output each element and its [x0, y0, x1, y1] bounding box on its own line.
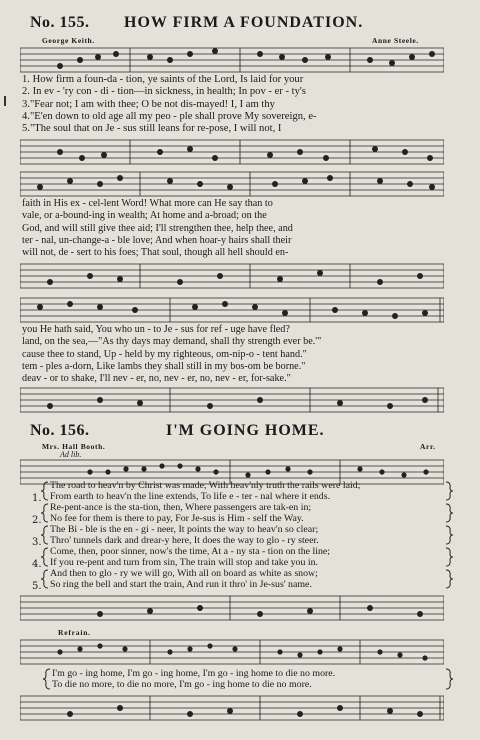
hymn-155-lyrics-block-1 — [22, 74, 446, 135]
bass-staff — [20, 136, 444, 166]
verse-number: 1. — [32, 493, 42, 504]
refrain-right-brace — [444, 668, 454, 692]
lyric-line: will not, de - sert to his foes; That soul, though all hell should en- — [22, 247, 289, 259]
lyric-line: you He hath said, You who un - to Je - sus for ref - uge have fled? — [22, 324, 290, 335]
treble-staff — [20, 44, 444, 74]
lyric-line: tem - ples a-dorn, Like lambs they shall still in my bos-om be borne." — [22, 360, 306, 372]
lyric-line: So ring the bell and start the train, And run it thro' in Je-sus' name. — [50, 579, 312, 590]
lyric-line: cause thee to stand, Up - held by my righteous, om-nip-o - tent hand." — [22, 348, 307, 360]
lyric-line: No fee for them is there to pay, For Je-sus is Him - self the Way. — [50, 513, 304, 524]
lyric-line: If you re-pent and turn from sin, The train will stop and take you in. — [50, 557, 319, 568]
lyric-line: faith in His ex - cel-lent Word! What more can He say than to — [22, 198, 273, 209]
treble-staff — [20, 168, 444, 198]
lyric-line: 4."E'en down to old age all my peo - ple shall prove My sovereign, e- — [22, 110, 317, 122]
lyric-line: 3."Fear not; I am with thee; O be not dis-mayed! I, I am thy — [22, 98, 275, 110]
lyric-line: God, and will still give thee aid; I'll strengthen thee, help thee, and — [22, 222, 293, 234]
lyric-line: From earth to heav'n the line extends, To life e - ter - nal where it ends. — [50, 491, 331, 502]
lyric-line: deav - or to shake, I'll nev - er, no, nev - er, no, nev - er, for-sake." — [22, 373, 291, 385]
bass-staff — [20, 692, 444, 722]
hymn-156-number: No. 156. — [30, 422, 90, 439]
refrain-lyrics — [52, 668, 446, 690]
bass-staff — [20, 592, 444, 622]
treble-staff — [20, 636, 444, 666]
verse-number: 5. — [32, 581, 42, 592]
hymn-155-lyrics-block-3 — [22, 324, 446, 385]
refrain-left-brace — [42, 668, 52, 692]
lyric-line: land, on the sea,—"As thy days may demand, shall thy strength ever be.'" — [22, 336, 322, 348]
hymn-155-title: HOW FIRM A FOUNDATION. — [124, 14, 364, 31]
tempo-marking: Ad lib. — [60, 450, 82, 459]
lyric-line: Re-pent-ance is the sta-tion, then, Where passengers are tak-en in; — [50, 502, 312, 513]
lyric-line: 1. How firm a foun-da - tion, ye saints of the Lord, Is laid for your — [22, 74, 304, 85]
lyric-line: 2. In ev - 'ry con - di - tion—in sickness, in health; In pov - er - ty's — [22, 86, 306, 98]
lyric-line: Thro' tunnels dark and drear-y here, It does the way to glo - ry steer. — [50, 535, 319, 546]
verse-number: 4. — [32, 559, 42, 570]
hymn-156-composer: Arr. — [420, 442, 436, 451]
lyric-line: vale, or a-bound-ing in wealth; At home and a-broad; on the — [22, 210, 267, 222]
verse-number: 2. — [32, 515, 42, 526]
bass-staff — [20, 384, 444, 414]
verse-number: 3. — [32, 537, 42, 548]
hymn-156-verses — [50, 480, 446, 590]
margin-mark — [4, 96, 6, 106]
lyric-line: I'm go - ing home, I'm go - ing home, I'm go - ing home to die no more. — [52, 668, 336, 679]
lyric-line: The road to heav'n by Christ was made, With heav'nly truth the rails were laid; — [50, 480, 361, 491]
hymn-156-title: I'M GOING HOME. — [166, 422, 325, 439]
lyric-line: 5."The soul that on Je - sus still leans for re-pose, I will not, I — [22, 123, 282, 135]
hymn-155-composer: Anne Steele. — [372, 36, 419, 45]
left-verse-braces — [40, 480, 50, 592]
bass-staff — [20, 260, 444, 290]
lyric-line: To die no more, to die no more, I'm go - ing home to die no more. — [52, 679, 312, 690]
hymn-156-author: Mrs. Hall Booth. — [42, 442, 106, 451]
refrain-label: Refrain. — [58, 628, 91, 637]
lyric-line: The Bi - ble is the en - gi - neer, It points the way to heav'n so clear; — [50, 524, 319, 535]
lyric-line: And then to glo - ry we will go, With all on board as white as snow; — [50, 568, 318, 579]
right-verse-braces — [444, 480, 454, 592]
treble-staff — [20, 294, 444, 324]
hymn-155-number: No. 155. — [30, 14, 90, 31]
hymn-155-lyrics-block-2 — [22, 198, 446, 259]
hymn-155-author: George Keith. — [42, 36, 95, 45]
lyric-line: ter - nal, un-change-a - ble love; And when hoar-y hairs shall their — [22, 234, 292, 246]
lyric-line: Come, then, poor sinner, now's the time, At a - ny sta - tion on the line; — [50, 546, 331, 557]
